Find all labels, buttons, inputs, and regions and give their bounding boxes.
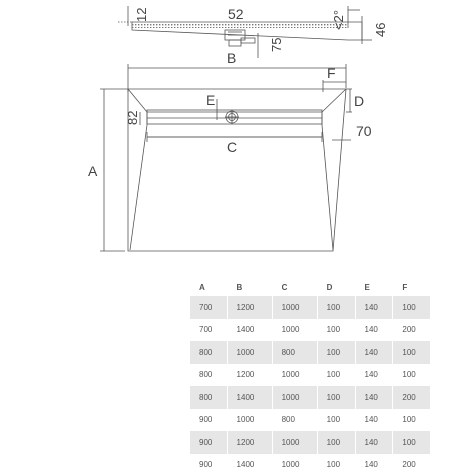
table-cell: 140 <box>355 319 393 342</box>
header-d: D <box>317 278 355 296</box>
table-row <box>190 341 430 364</box>
table-cell: 1200 <box>227 364 272 387</box>
table-cell: 100 <box>393 296 430 319</box>
table-cell: 100 <box>317 454 355 476</box>
table-cell: 1000 <box>272 454 317 476</box>
table-cell: 1000 <box>272 319 317 342</box>
table-cell: 1400 <box>227 386 272 409</box>
table-cell: 1200 <box>227 296 272 319</box>
dim-70-label: 70 <box>356 123 372 139</box>
table-row <box>190 319 430 342</box>
table-cell: 700 <box>190 319 227 342</box>
table-cell: 1200 <box>227 431 272 454</box>
table-cell: 140 <box>355 454 393 476</box>
table-cell: 800 <box>190 341 227 364</box>
header-b: B <box>227 278 272 296</box>
table-row <box>190 431 430 454</box>
header-e: E <box>355 278 393 296</box>
table-header-row <box>190 278 430 296</box>
table-cell: 140 <box>355 431 393 454</box>
table-cell: 900 <box>190 454 227 476</box>
table-row <box>190 364 430 387</box>
table-cell: 100 <box>393 341 430 364</box>
table-row <box>190 409 430 432</box>
section-tray-texture <box>132 22 348 28</box>
table-cell: 100 <box>317 296 355 319</box>
dim-46-label: 46 <box>373 23 388 37</box>
table-cell: 100 <box>317 364 355 387</box>
header-a: A <box>190 278 227 296</box>
table-cell: 1400 <box>227 319 272 342</box>
table-cell: 1000 <box>272 431 317 454</box>
dim-2-degree-label: <2° <box>331 10 346 30</box>
table-row <box>190 386 430 409</box>
table-cell: 1000 <box>272 386 317 409</box>
table-cell: 140 <box>355 296 393 319</box>
table-cell: 140 <box>355 364 393 387</box>
table-cell: 900 <box>190 431 227 454</box>
table-cell: 100 <box>393 431 430 454</box>
table-cell: 800 <box>272 409 317 432</box>
table-cell: 200 <box>393 386 430 409</box>
table-cell: 100 <box>317 386 355 409</box>
table-cell: 200 <box>393 454 430 476</box>
dimensions-table <box>190 278 430 476</box>
table-cell: 1000 <box>227 409 272 432</box>
table-cell: 140 <box>355 341 393 364</box>
table-cell: 900 <box>190 409 227 432</box>
table-cell: 1000 <box>272 364 317 387</box>
table-cell: 100 <box>317 341 355 364</box>
dim-82-label: 82 <box>125 111 140 125</box>
table-cell: 100 <box>317 431 355 454</box>
table-cell: 1000 <box>272 296 317 319</box>
dim-e-label: E <box>206 92 215 108</box>
table-cell: 100 <box>393 409 430 432</box>
table-cell: 100 <box>317 409 355 432</box>
table-cell: 1400 <box>227 454 272 476</box>
table-cell: 700 <box>190 296 227 319</box>
dim-52-label: 52 <box>228 6 244 22</box>
table-cell: 100 <box>393 364 430 387</box>
table-cell: 800 <box>190 364 227 387</box>
table-cell: 1000 <box>227 341 272 364</box>
table-cell: 140 <box>355 409 393 432</box>
dim-c-label: C <box>227 139 237 155</box>
table-row <box>190 454 430 476</box>
table-cell: 200 <box>393 319 430 342</box>
table-cell: 100 <box>317 319 355 342</box>
table-cell: 800 <box>272 341 317 364</box>
dim-d-label: D <box>354 93 364 109</box>
plan-view <box>100 64 352 251</box>
header-c: C <box>272 278 317 296</box>
table-row <box>190 296 430 319</box>
dim-75-label: 75 <box>269 38 284 52</box>
table-cell: 140 <box>355 386 393 409</box>
table-cell: 800 <box>190 386 227 409</box>
dim-a-label: A <box>88 163 98 179</box>
dim-12-label: 12 <box>134 8 149 22</box>
dim-b-label: B <box>227 50 236 66</box>
header-f: F <box>393 278 430 296</box>
dim-f-label: F <box>327 65 336 81</box>
